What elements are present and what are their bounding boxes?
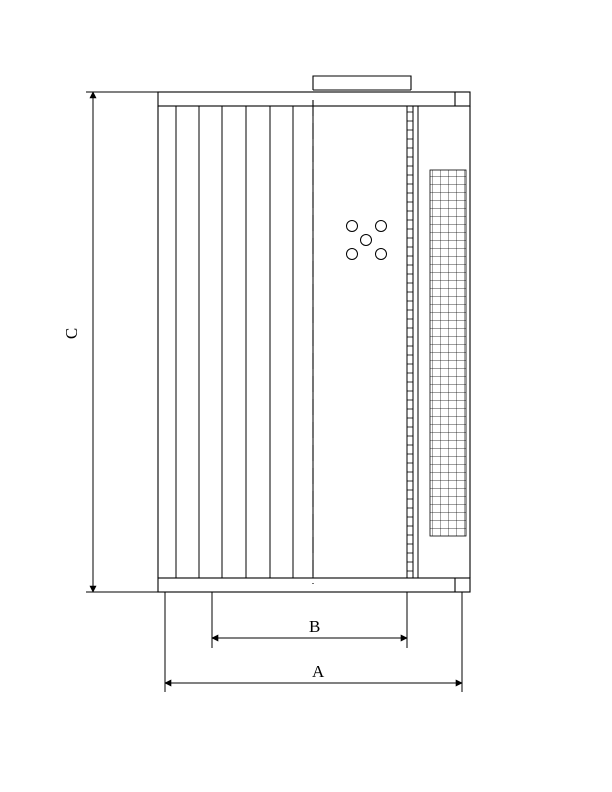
pleat-pack-lines (176, 106, 313, 578)
dimension-label-c: C (62, 327, 82, 340)
element-body-outline (158, 76, 470, 592)
support-tube-wall (407, 106, 418, 578)
hole-pattern (347, 221, 387, 260)
mesh-screen-panel (430, 170, 466, 536)
dimension-label-a: A (312, 662, 325, 681)
dimension-label-b: B (309, 617, 321, 636)
dimension-C (86, 92, 170, 592)
perforation-ticks (407, 112, 413, 571)
